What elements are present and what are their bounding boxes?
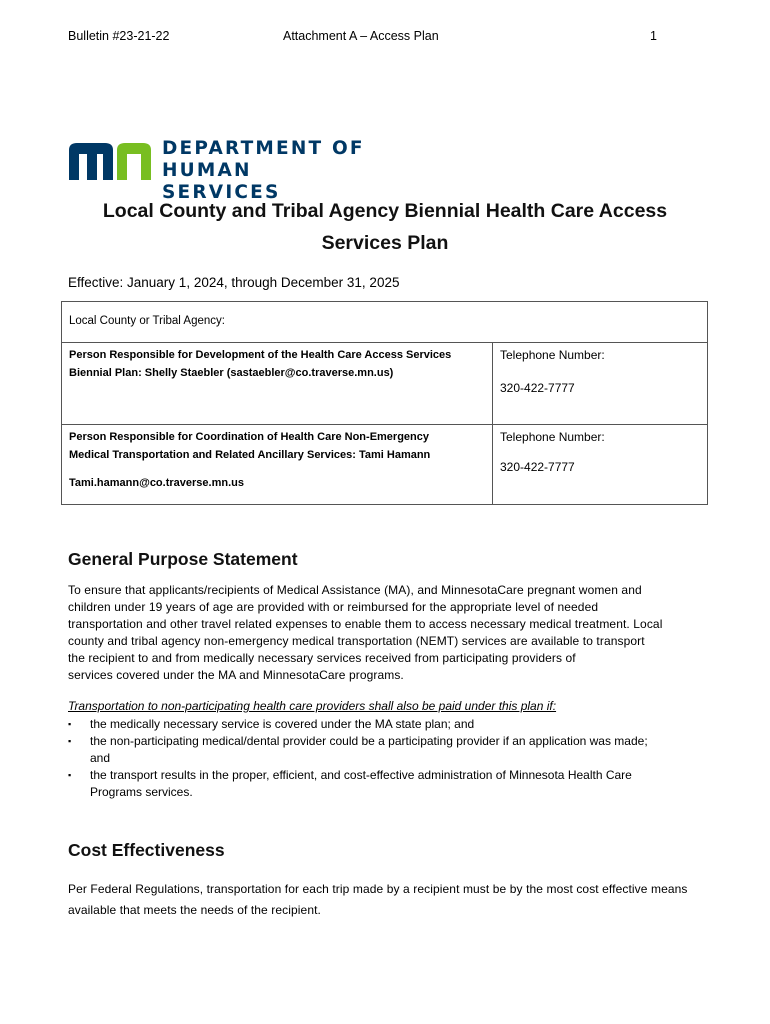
dhs-logo (67, 138, 372, 203)
nemt-phone-label: Telephone Number: (500, 430, 605, 444)
bullet-icon: ▪ (68, 770, 72, 780)
table-row-plan-contact (62, 343, 707, 425)
paragraph-line: county and tribal agency non-emergency medical transportation (NEMT) services are available to transport (68, 634, 645, 648)
plan-contact-text (69, 346, 484, 382)
column-divider (492, 425, 493, 505)
logo-line-2: HUMAN SERVICES (162, 160, 281, 203)
condition-list (68, 716, 708, 801)
list-item-text: Programs services. (90, 785, 193, 799)
nemt-contact-email: Tami.hamann@co.traverse.mn.us (69, 477, 244, 489)
title-line-1: Local County and Tribal Agency Biennial Health Care Access (102, 200, 668, 222)
plan-contact-line-1: Person Responsible for Development of the Health Care Access Services (69, 349, 452, 361)
title-line-2: Services Plan (321, 232, 449, 254)
paragraph-line: the recipient to and from medically necessary services received from participating providers of (68, 651, 576, 665)
list-item (68, 716, 708, 733)
table-row-agency (62, 302, 707, 343)
non-participating-condition: Transportation to non-participating health care providers shall also be paid under this plan if: (68, 699, 557, 713)
page-number: 1 (650, 29, 657, 43)
paragraph-line: Per Federal Regulations, transportation for each trip made by a recipient must be by the most cost effective means (68, 882, 688, 896)
list-item-text: the medically necessary service is covered under the MA state plan; and (90, 717, 475, 731)
paragraph-line: To ensure that applicants/recipients of Medical Assistance (MA), and MinnesotaCare pregnant women and (68, 583, 642, 597)
list-item (68, 733, 708, 767)
plan-phone-label: Telephone Number: (500, 348, 605, 362)
nemt-contact-text (69, 428, 484, 464)
paragraph-line: transportation and other travel related expenses to enable them to access necessary medical treatment. Local (68, 617, 663, 631)
nemt-contact-line-1: Person Responsible for Coordination of Health Care Non-Emergency (69, 431, 429, 443)
list-item-text: the transport results in the proper, efficient, and cost-effective administration of Minnesota Health Care (90, 768, 632, 782)
list-item (68, 767, 708, 801)
column-divider (492, 343, 493, 424)
nemt-contact-line-2: Medical Transportation and Related Ancillary Services: Tami Hamann (69, 449, 431, 461)
plan-contact-line-2: Biennial Plan: Shelly Staebler (sastaebler@co.traverse.mn.us) (69, 367, 394, 379)
bullet-icon: ▪ (68, 719, 72, 729)
agency-label: Local County or Tribal Agency: (69, 315, 225, 327)
effective-dates: Effective: January 1, 2024, through December 31, 2025 (68, 275, 400, 290)
plan-phone-number: 320-422-7777 (500, 381, 575, 395)
list-item-text: the non-participating medical/dental provider could be a participating provider if an application was made; (90, 734, 648, 748)
page-title (60, 195, 710, 259)
bullet-icon: ▪ (68, 736, 72, 746)
general-purpose-heading: General Purpose Statement (68, 549, 298, 569)
mn-logo-icon (67, 140, 155, 182)
cost-effectiveness-paragraph (68, 879, 708, 921)
contact-table (61, 301, 708, 505)
logo-line-1: DEPARTMENT OF (162, 138, 365, 159)
paragraph-line: children under 19 years of age are provided with or reimbursed for the appropriate level of needed (68, 600, 599, 614)
header-bulletin: Bulletin #23-21-22 (68, 29, 170, 43)
cost-effectiveness-heading: Cost Effectiveness (68, 840, 225, 860)
table-row-nemt-contact (62, 425, 707, 505)
header-attachment: Attachment A – Access Plan (283, 29, 439, 43)
paragraph-line: services covered under the MA and MinnesotaCare programs. (68, 668, 404, 682)
nemt-phone-number: 320-422-7777 (500, 460, 575, 474)
list-item-text: and (90, 751, 111, 765)
paragraph-line: available that meets the needs of the recipient. (68, 903, 321, 917)
general-purpose-paragraph (68, 582, 708, 684)
